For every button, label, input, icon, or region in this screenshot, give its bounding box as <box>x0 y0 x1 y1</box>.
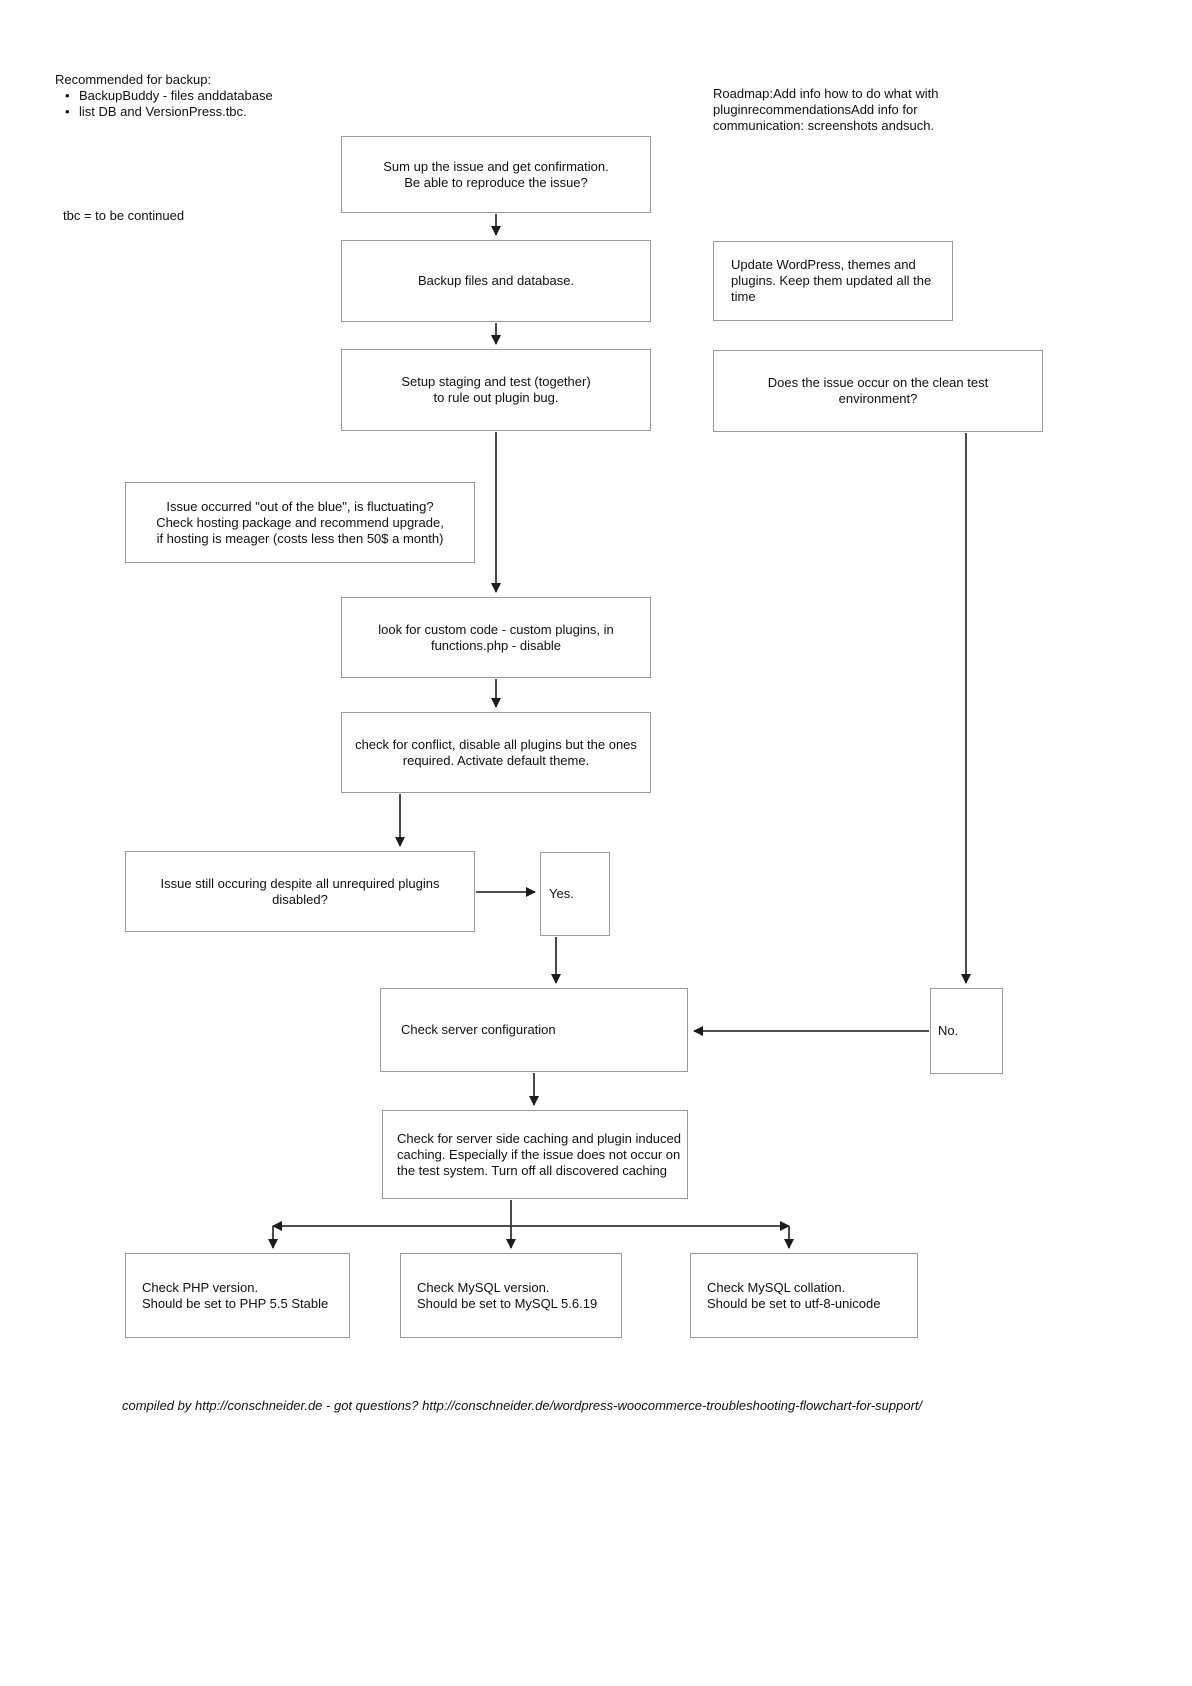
footer-credit: compiled by http://conschneider.de - got questions? http://conschneider.de/wordpress-woocommerce-troubleshooting-flowchart-for-support/ <box>122 1398 923 1413</box>
flow-node-check-mysql-collation: Check MySQL collation. Should be set to utf-8-unicode <box>690 1253 918 1338</box>
flow-node-update-wordpress: Update WordPress, themes and plugins. Keep them updated all the time <box>713 241 953 321</box>
note-tbc-legend: tbc = to be continued <box>63 208 185 223</box>
flow-node-clean-environment-question: Does the issue occur on the clean test environment? <box>713 350 1043 432</box>
flow-node-backup-files: Backup files and database. <box>341 240 651 322</box>
flow-node-check-mysql-version: Check MySQL version. Should be set to MySQL 5.6.19 <box>400 1253 622 1338</box>
note-roadmap: Roadmap:Add info how to do what with pluginrecommendationsAdd info for communication: screenshots andsuch. <box>713 86 939 133</box>
flow-node-issue-still-occuring: Issue still occuring despite all unrequired plugins disabled? <box>125 851 475 932</box>
backup-bullet-text: BackupBuddy - files anddatabase <box>79 88 273 103</box>
flow-node-check-conflict: check for conflict, disable all plugins but the ones required. Activate default theme. <box>341 712 651 793</box>
backup-bullet-text: list DB and VersionPress.tbc. <box>79 104 247 119</box>
backup-bullet-item <box>55 104 285 120</box>
flow-node-yes: Yes. <box>540 852 610 936</box>
bullet-icon: • <box>65 88 70 103</box>
flow-node-check-php-version: Check PHP version. Should be set to PHP 5.5 Stable <box>125 1253 350 1338</box>
flow-node-setup-staging: Setup staging and test (together) to rule out plugin bug. <box>341 349 651 431</box>
flow-node-check-server-configuration: Check server configuration <box>380 988 688 1072</box>
backup-bullet-item <box>55 88 285 104</box>
flow-node-no: No. <box>930 988 1003 1074</box>
bullet-icon: • <box>65 104 70 119</box>
flow-node-out-of-the-blue: Issue occurred "out of the blue", is fluctuating? Check hosting package and recommend upgrade, if hosting is meager (costs less then 50$ a month) <box>125 482 475 563</box>
flow-node-custom-code: look for custom code - custom plugins, in functions.php - disable <box>341 597 651 678</box>
flow-node-sum-up-issue: Sum up the issue and get confirmation. Be able to reproduce the issue? <box>341 136 651 213</box>
note-recommended-backup <box>55 72 285 120</box>
flow-node-server-side-caching: Check for server side caching and plugin induced caching. Especially if the issue does not occur on the test system. Turn off all discovered caching <box>382 1110 688 1199</box>
note-recommended-backup-title: Recommended for backup: <box>55 72 212 87</box>
